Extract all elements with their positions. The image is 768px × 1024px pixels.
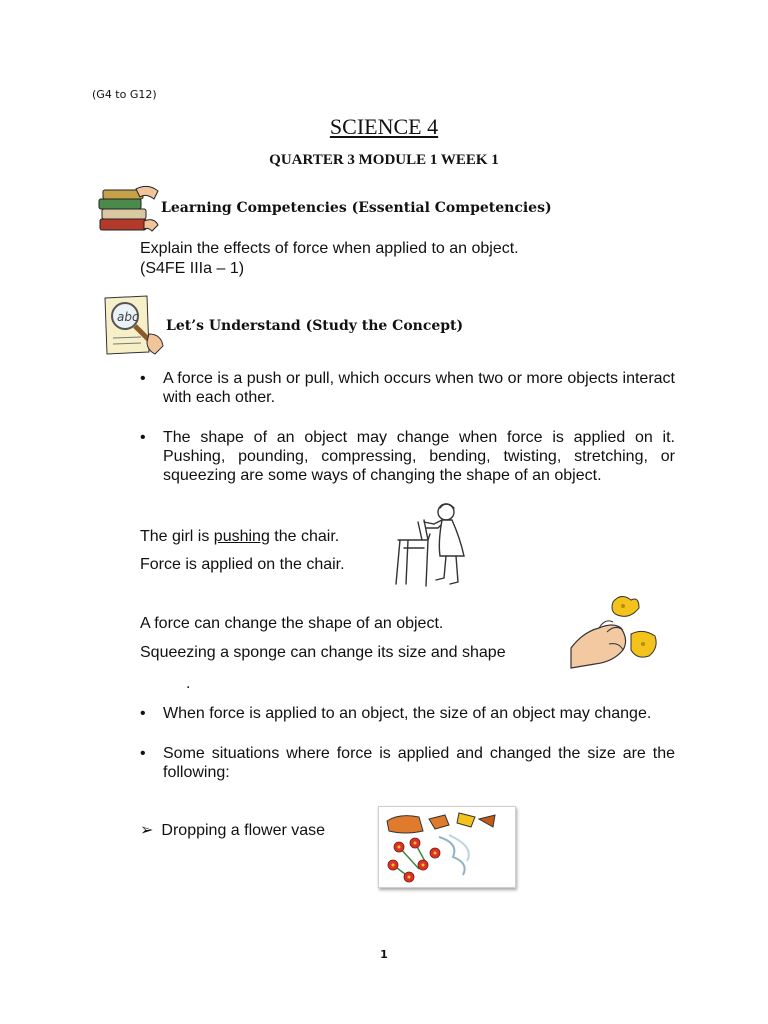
force-chair-sentence: Force is applied on the chair. [140, 556, 345, 573]
understand-heading: Let’s Understand (Study the Concept) [166, 318, 464, 334]
competency-text: Explain the effects of force when applied to an object. [140, 240, 519, 257]
arrow-marker: ➢ [140, 822, 154, 839]
list-item [140, 369, 675, 407]
girl-pushing-chair-illustration [388, 498, 480, 590]
size-bullets [140, 704, 675, 782]
sponge-sentence: Squeezing a sponge can change its size and shape [140, 644, 506, 661]
grade-range: (G4 to G12) [92, 88, 157, 101]
arrow-list-item [140, 821, 325, 840]
bullet-marker: • [140, 705, 146, 722]
page-number: 1 [380, 948, 388, 961]
svg-text:abc: abc [117, 310, 139, 324]
competency-code: (S4FE IIIa – 1) [140, 260, 245, 277]
list-item [140, 428, 675, 485]
bullet-marker: • [140, 429, 146, 446]
competencies-heading: Learning Competencies (Essential Competencies) [161, 200, 552, 216]
sentence-part: the chair. [269, 528, 340, 545]
bullet-marker: • [140, 370, 146, 387]
bullet-text: When force is applied to an object, the size of an object may change. [163, 705, 652, 722]
stack-of-books-icon [96, 183, 160, 233]
page-subtitle: QUARTER 3 MODULE 1 WEEK 1 [269, 152, 499, 168]
flower-vase-image-frame [378, 806, 516, 888]
bullet-marker: • [140, 745, 146, 762]
broken-flower-vase-illustration [379, 807, 515, 887]
page-title: SCIENCE 4 [329, 114, 439, 139]
list-item [140, 704, 675, 723]
girl-pushing-sentence [140, 527, 339, 546]
underlined-word: pushing [213, 528, 270, 545]
arrow-item-text: Dropping a flower vase [161, 822, 326, 839]
list-item [140, 744, 675, 782]
stray-period: . [186, 675, 191, 692]
concept-bullets [140, 369, 675, 485]
magnifier-paper-icon [101, 294, 165, 356]
bullet-text: The shape of an object may change when force is applied on it. Pushing, pounding, compressing, bending, twisting, stretching, or squeezing are some ways of changing the shape of an object. [163, 429, 675, 484]
bullet-text: A force is a push or pull, which occurs when two or more objects interact with each other. [163, 370, 675, 406]
shape-change-sentence: A force can change the shape of an object. [140, 615, 444, 632]
hand-squeezing-sponge-illustration [569, 588, 661, 674]
bullet-text: Some situations where force is applied and changed the size are the following: [163, 745, 675, 781]
sentence-part: The girl is [140, 528, 214, 545]
